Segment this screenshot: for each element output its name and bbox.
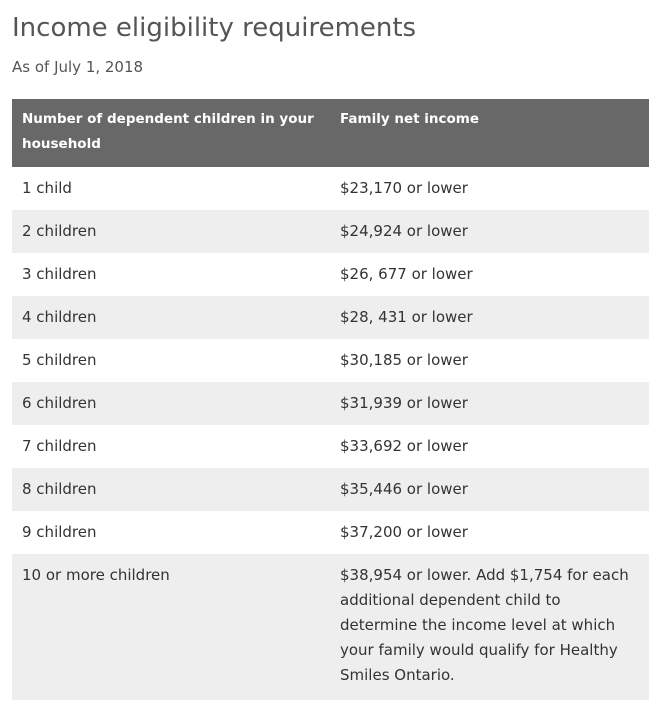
income-cell: $37,200 or lower [340,523,468,541]
income-cell: $33,692 or lower [340,437,468,455]
children-cell: 1 child [22,179,72,197]
table-row [12,339,649,382]
children-cell: 8 children [22,480,97,498]
income-cell: $35,446 or lower [340,480,468,498]
children-cell: 9 children [22,523,97,541]
children-cell: 2 children [22,222,97,240]
table-header [12,99,649,167]
table-row [12,167,649,210]
income-cell: $30,185 or lower [340,351,468,369]
table-row [12,511,649,554]
table-header-row [12,99,649,167]
page-title: Income eligibility requirements [12,13,417,43]
income-cell: $23,170 or lower [340,179,468,197]
children-cell: 10 or more children [22,566,170,584]
table-row [12,425,649,468]
children-cell: 6 children [22,394,97,412]
table-row [12,296,649,339]
column-header-children: Number of dependent children in your household [22,111,314,152]
table-row [12,382,649,425]
table-row [12,210,649,253]
income-eligibility-table [12,99,649,700]
income-cell: $31,939 or lower [340,394,468,412]
children-cell: 4 children [22,308,97,326]
column-header-income: Family net income [340,111,480,127]
table-row [12,468,649,511]
children-cell: 3 children [22,265,97,283]
children-cell: 5 children [22,351,97,369]
income-cell: $24,924 or lower [340,222,468,240]
income-cell: $28, 431 or lower [340,308,473,326]
children-cell: 7 children [22,437,97,455]
table-row [12,253,649,296]
income-cell: $26, 677 or lower [340,265,473,283]
page-subtitle: As of July 1, 2018 [12,58,144,76]
table-body [12,167,649,700]
table-row [12,554,649,700]
income-cell: $38,954 or lower. Add $1,754 for each additional dependent child to determine the income level at which your family would qualify for Healthy Smiles Ontario. [340,566,629,684]
